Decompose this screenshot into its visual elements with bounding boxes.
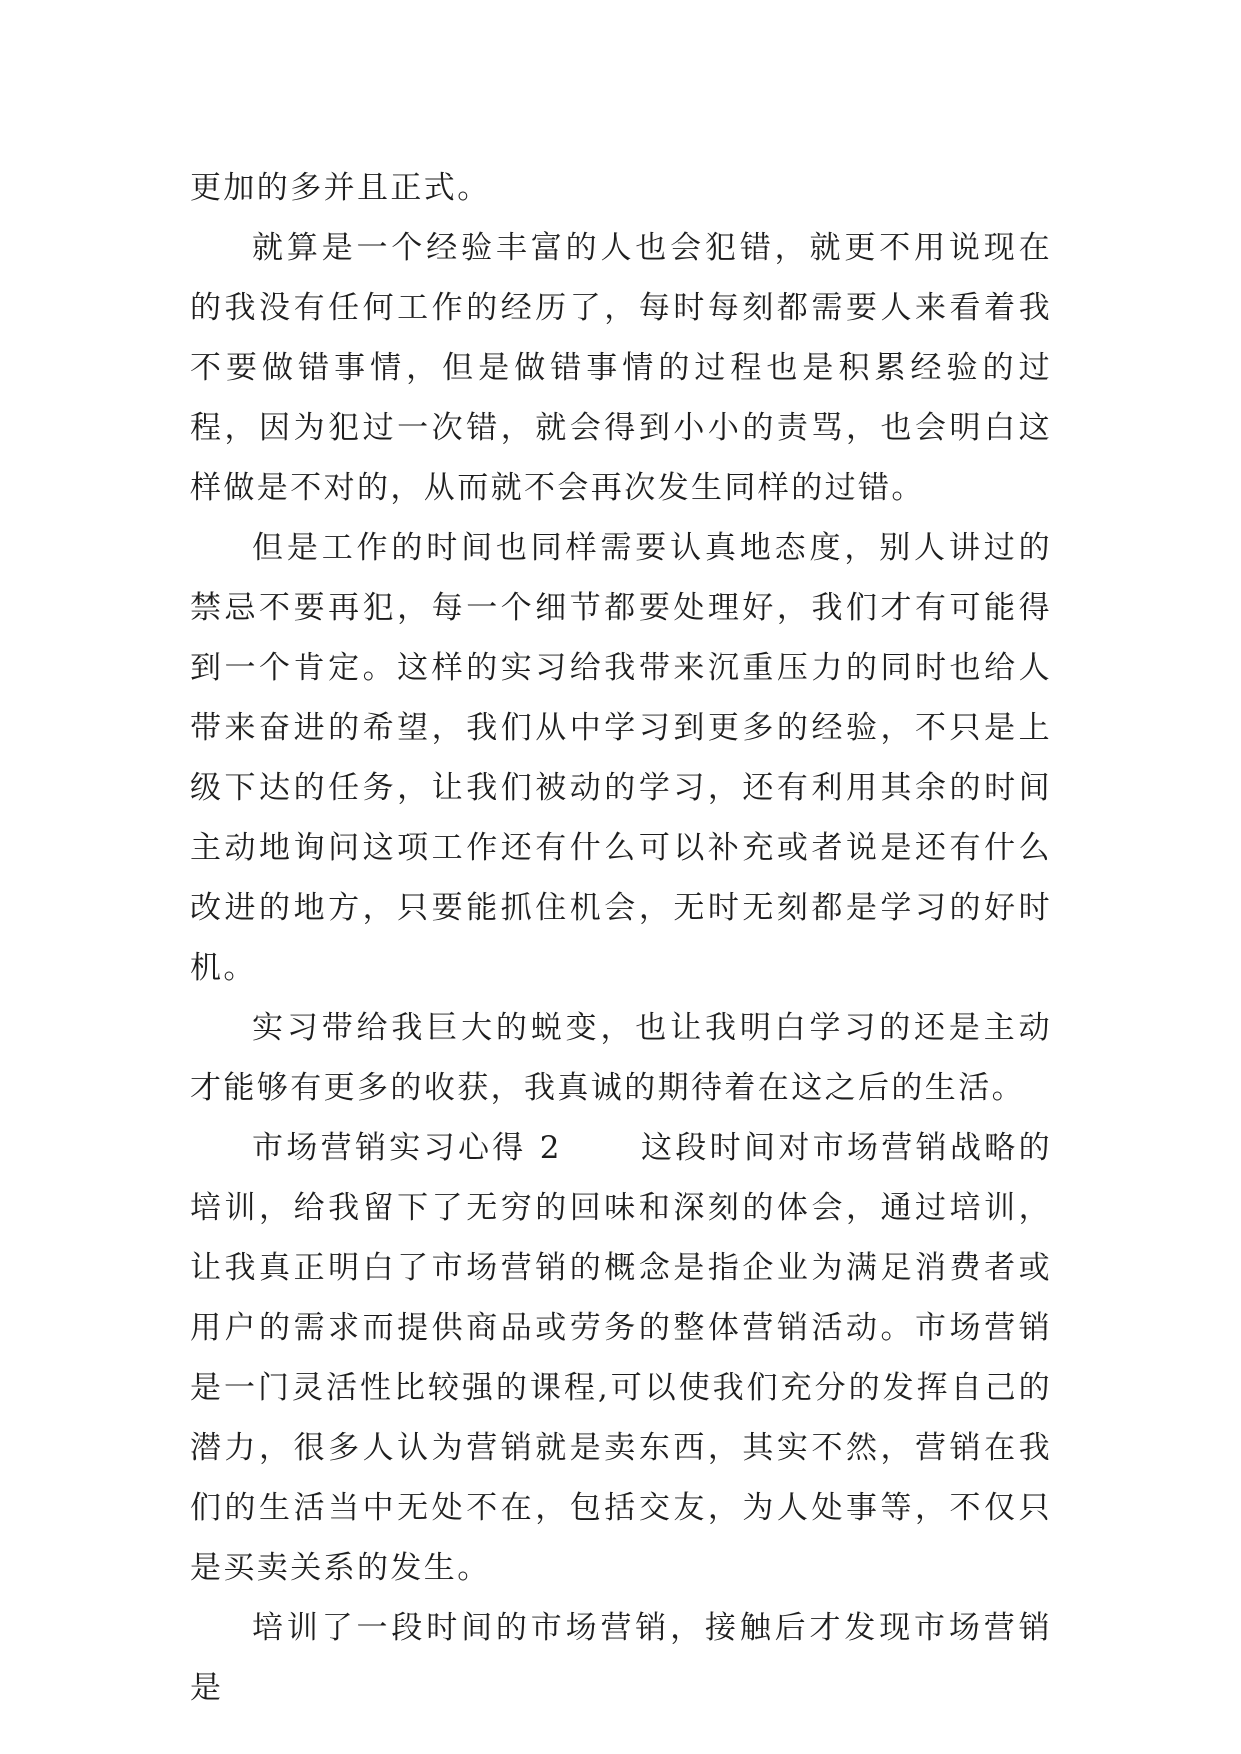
paragraph-with-heading [190,1118,1052,1598]
document-body [190,158,1052,1718]
paragraph: 就算是一个经验丰富的人也会犯错，就更不用说现在的我没有任何工作的经历了，每时每刻都需要人来看着我不要做错事情，但是做错事情的过程也是积累经验的过程，因为犯过一次错，就会得到小小的责骂，也会明白这样做是不对的，从而就不会再次发生同样的过错。 [190,230,1052,506]
paragraph: 更加的多并且正式。 [190,170,491,206]
heading-gap [562,1130,641,1166]
paragraph: 但是工作的时间也同样需要认真地态度，别人讲过的禁忌不要再犯，每一个细节都要处理好，我们才有可能得到一个肯定。这样的实习给我带来沉重压力的同时也给人带来奋进的希望，我们从中学习到更多的经验，不只是上级下达的任务，让我们被动的学习，还有利用其余的时间主动地询问这项工作还有什么可以补充或者说是还有什么改进的地方，只要能抓住机会，无时无刻都是学习的好时机。 [190,530,1052,986]
paragraph-text: 这段时间对市场营销战略的培训，给我留下了无穷的回味和深刻的体会，通过培训，让我真正明白了市场营销的概念是指企业为满足消费者或用户的需求而提供商品或劳务的整体营销活动。市场营销是一门灵活性比较强的课程,可以使我们充分的发挥自己的潜力，很多人认为营销就是卖东西，其实不然，营销在我们的生活当中无处不在，包括交友，为人处事等，不仅只是买卖关系的发生。 [190,1130,1053,1586]
paragraph: 实习带给我巨大的蜕变，也让我明白学习的还是主动才能够有更多的收获，我真诚的期待着在这之后的生活。 [190,1010,1052,1106]
section-heading: 市场营销实习心得 2 [252,1130,562,1166]
paragraph: 培训了一段时间的市场营销，接触后才发现市场营销是 [190,1610,1052,1706]
